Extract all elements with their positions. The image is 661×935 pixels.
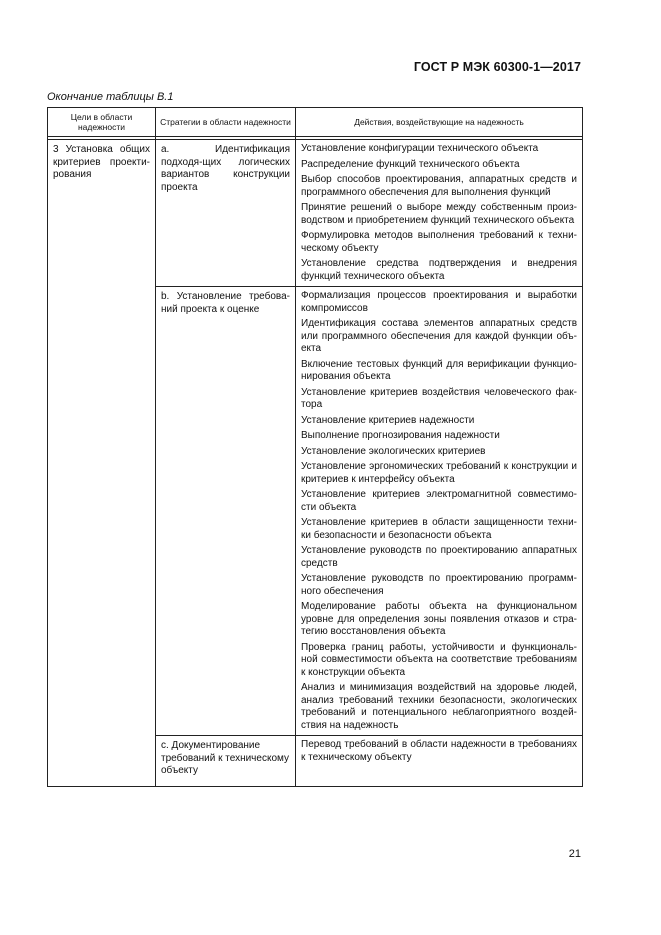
column-header-strategies: Стратегии в области надежности [156,108,296,137]
action-item: Анализ и минимизация воздействий на здоровье людей, анализ требований техники безопасности, экологических требований и потенциального неблагоприятного воздей-ствия на надежность [301,682,577,731]
column-header-actions: Действия, воздействующие на надежность [296,108,583,137]
action-item: Установление средства подтверждения и внедрения функций технического объекта [301,258,577,282]
action-item: Установление эргономических требований к конструкции и критериев к интерфейсу объекта [301,461,577,485]
action-item: Установление конфигурации технического объекта [301,143,539,154]
action-item: Формализация процессов проектирования и выработки компромиссов [301,290,577,314]
standard-header: ГОСТ Р МЭК 60300-1—2017 [413,60,581,74]
action-item: Установление критериев электромагнитной совместимо-сти объекта [301,489,577,513]
action-item: Установление руководств по проектированию программ-ного обеспечения [301,573,577,597]
action-item: Установление критериев воздействия человеческого фак-тора [301,386,577,410]
strategy-a-cell: a. Идентификация подходя-щих логических вариантов конструкции проекта [156,140,296,287]
action-item: Установление критериев надежности [301,414,475,426]
strategy-b-cell: b. Установление требова-ний проекта к оценке [156,287,296,736]
action-item: Установление критериев в области защищенности техни-ки безопасности и безопасности объекта [301,517,577,541]
action-item: Установление руководств по проектированию аппаратных средств [301,545,577,569]
action-item: Выбор способов проектирования, аппаратных средств и программного обеспечения для выполнения функций [301,174,577,198]
action-item: Распределение функций технического объекта [301,158,520,170]
actions-a-cell [296,140,583,287]
action-item: Принятие решений о выборе между собственным произ-водством и приобретением функций технического объекта [301,202,577,226]
action-item: Выполнение прогнозирования надежности [301,430,500,441]
table-caption: Окончание таблицы В.1 [47,91,174,103]
page-number: 21 [568,848,581,860]
action-item: Установление экологических критериев [301,445,486,457]
actions-c-cell [296,736,583,787]
table-row [48,140,583,287]
action-item: Перевод требований в области надежности в требованиях к техническому объекту [301,739,577,763]
reliability-table [47,107,583,787]
column-header-goals: Цели в области надежности [48,108,156,137]
action-item: Идентификация состава элементов аппаратных средств или программного обеспечения для каждой функции объ-екта [301,318,577,354]
actions-b-cell [296,287,583,736]
action-item: Моделирование работы объекта на функциональном уровне для определения зоны появления отказов и стра-тегию восстановления объекта [301,601,577,637]
action-item: Включение тестовых функций для верификации функцио-нирования объекта [301,358,577,382]
table-header-row [48,108,583,137]
goal-cell: 3 Установка общих критериев проекти-рования [48,140,156,787]
action-item: Проверка границ работы, устойчивости и функциональ-ной совместимости объекта на соответствие требованиям к конструкции объекта [301,641,577,678]
action-item: Формулировка методов выполнения требований к техни-ческому объекту [301,230,577,254]
strategy-c-cell: c. Документирование требований к техническому объекту [156,736,296,787]
